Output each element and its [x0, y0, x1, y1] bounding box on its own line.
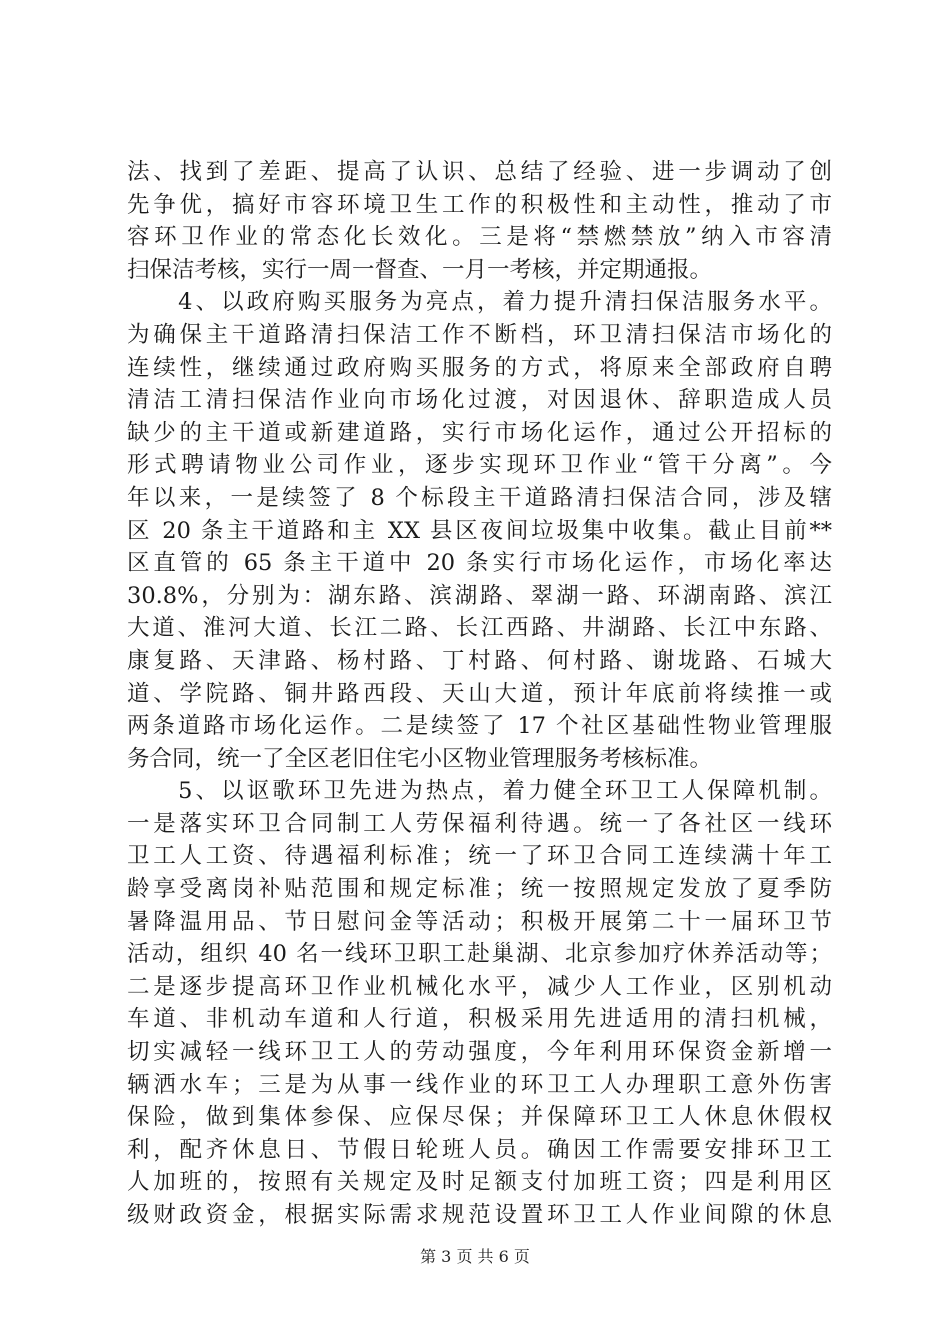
text-line: 龄享受离岗补贴范围和规定标准；统一按照规定发放了夏季防 — [127, 876, 832, 903]
text-line: 缺少的主干道或新建道路，实行市场化运作，通过公开招标的 — [127, 419, 832, 446]
text-line: 两条道路市场化运作。二是续签了 17 个社区基础性物业管理服 — [127, 713, 832, 740]
text-line: 30.8%，分别为：湖东路、滨湖路、翠湖一路、环湖南路、滨江 — [127, 582, 832, 609]
text-line: 切实减轻一线环卫工人的劳动强度，今年利用环保资金新增一 — [127, 1039, 832, 1066]
text-line: 容环卫作业的常态化长效化。三是将“禁燃禁放”纳入市容清 — [127, 224, 832, 251]
text-line: 辆洒水车；三是为从事一线作业的环卫工人办理职工意外伤害 — [127, 1071, 832, 1098]
page-footer: 第 3 页 共 6 页 — [420, 1247, 530, 1266]
text-line: 康复路、天津路、杨村路、丁村路、何村路、谢垅路、石城大 — [127, 647, 832, 674]
text-line: 清洁工清扫保洁作业向市场化过渡，对因退休、辞职造成人员 — [127, 387, 832, 414]
text-line: 二是逐步提高环卫作业机械化水平，减少人工作业，区别机动 — [127, 973, 832, 1000]
text-line: 车道、非机动车道和人行道，积极采用先进适用的清扫机械， — [127, 1006, 832, 1033]
body-text — [127, 156, 832, 1232]
text-line: 级财政资金，根据实际需求规范设置环卫工人作业间隙的休息 — [127, 1202, 832, 1228]
text-line: 务合同，统一了全区老旧住宅小区物业管理服务考核标准。 — [127, 745, 713, 772]
text-line: 为确保主干道路清扫保洁工作不断档，环卫清扫保洁市场化的 — [127, 321, 832, 348]
text-line: 区 20 条主干道路和主 XX 县区夜间垃圾集中收集。截止目前** — [127, 517, 832, 544]
text-line: 区直管的 65 条主干道中 20 条实行市场化运作，市场化率达 — [127, 550, 832, 577]
text-line: 大道、淮河大道、长江二路、长江西路、井湖路、长江中东路、 — [127, 615, 832, 642]
text-line: 5、以讴歌环卫先进为热点，着力健全环卫工人保障机制。 — [127, 778, 832, 805]
text-line: 连续性，继续通过政府购买服务的方式，将原来全部政府自聘 — [127, 354, 832, 381]
text-line: 法、找到了差距、提高了认识、总结了经验、进一步调动了创 — [127, 159, 832, 185]
text-line: 暑降温用品、节日慰问金等活动；积极开展第二十一届环卫节 — [127, 908, 832, 935]
text-line: 年以来，一是续签了 8 个标段主干道路清扫保洁合同，涉及辖 — [127, 484, 832, 511]
text-line: 4、以政府购买服务为亮点，着力提升清扫保洁服务水平。 — [127, 289, 832, 316]
text-line: 扫保洁考核，实行一周一督查、一月一考核，并定期通报。 — [127, 256, 713, 283]
text-line: 卫工人工资、待遇福利标准；统一了环卫合同工连续满十年工 — [127, 843, 832, 870]
text-line: 利，配齐休息日、节假日轮班人员。确因工作需要安排环卫工 — [127, 1136, 832, 1163]
text-line: 活动，组织 40 名一线环卫职工赴巢湖、北京参加疗休养活动等； — [127, 941, 832, 968]
text-line: 道、学院路、铜井路西段、天山大道，预计年底前将续推一或 — [127, 680, 832, 707]
text-line: 先争优，搞好市容环境卫生工作的积极性和主动性，推动了市 — [127, 191, 832, 218]
text-line: 人加班的，按照有关规定及时足额支付加班工资；四是利用区 — [127, 1169, 832, 1196]
text-line: 形式聘请物业公司作业，逐步实现环卫作业“管干分离”。今 — [127, 452, 832, 479]
text-line: 一是落实环卫合同制工人劳保福利待遇。统一了各社区一线环 — [127, 810, 832, 837]
text-line: 保险，做到集体参保、应保尽保；并保障环卫工人休息休假权 — [127, 1104, 832, 1131]
